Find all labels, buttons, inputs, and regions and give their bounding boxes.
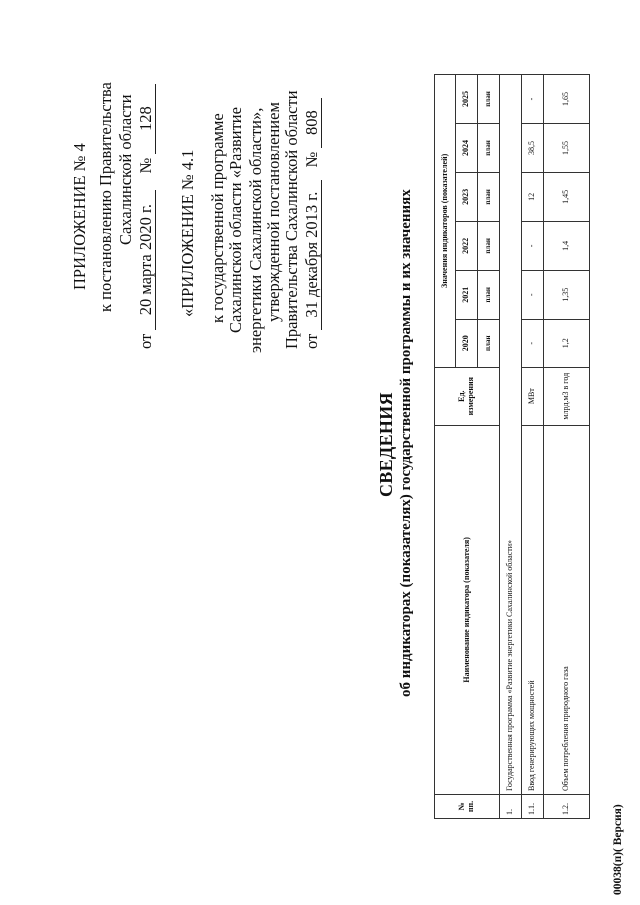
header-name: Наименование индикатора (показателя) — [435, 425, 500, 794]
row-num: 1.1. — [522, 795, 544, 819]
row-value: 1,2 — [544, 319, 590, 367]
appendix-41-line: энергетики Сахалинской области», — [246, 107, 265, 353]
row-unit: МВт — [522, 367, 544, 425]
plan-cell: план — [478, 319, 500, 367]
row-value: - — [522, 75, 544, 124]
row-value: 1,45 — [544, 172, 590, 221]
number-label: № — [302, 151, 321, 168]
header-unit: Ед. измерения — [435, 367, 500, 425]
row-value: - — [522, 270, 544, 319]
plan-cell: план — [478, 221, 500, 270]
header-row — [435, 75, 456, 819]
year-cell: 2024 — [456, 124, 478, 173]
plan-cell: план — [478, 270, 500, 319]
table-row — [522, 75, 544, 819]
row-name: Государственная программа «Развитие энергетики Сахалинской области» — [500, 75, 522, 795]
table-row — [544, 75, 590, 819]
row-num: 1. — [500, 795, 522, 819]
year-cell: 2025 — [456, 75, 478, 124]
year-cell: 2021 — [456, 270, 478, 319]
table-row — [500, 75, 522, 819]
header-values-group: Значения индикаторов (показателей) — [435, 75, 456, 368]
plan-cell: план — [478, 75, 500, 124]
year-cell: 2020 — [456, 319, 478, 367]
from-label: от — [136, 333, 155, 349]
row-value: 1,4 — [544, 221, 590, 270]
appendix-41-title: «ПРИЛОЖЕНИЕ № 4.1 — [178, 149, 197, 317]
appendix-41-line: утвержденной постановлением — [264, 102, 283, 322]
row-value: 1,55 — [544, 124, 590, 173]
row-name: Объем потребления природного газа — [544, 425, 590, 794]
appendix-4-line2: Сахалинской области — [116, 94, 135, 245]
year-cell: 2022 — [456, 221, 478, 270]
row-value: - — [522, 221, 544, 270]
appendix-41-line: Правительства Сахалинской области — [282, 90, 301, 349]
footer-code: 00038(п)( Версия) — [612, 804, 624, 895]
row-value: 1,65 — [544, 75, 590, 124]
row-value: 38,5 — [522, 124, 544, 173]
appendix-4-title: ПРИЛОЖЕНИЕ № 4 — [70, 143, 89, 290]
plan-cell: план — [478, 172, 500, 221]
document-subheading: об индикаторах (показателях) государственной программы и их значениях — [398, 189, 414, 697]
appendix-41-date-line — [302, 98, 322, 349]
year-cell: 2023 — [456, 172, 478, 221]
document-heading: СВЕДЕНИЯ — [376, 392, 396, 497]
appendix-41-line: к государственной программе — [208, 113, 227, 323]
from-label: от — [302, 333, 321, 349]
plan-cell: план — [478, 124, 500, 173]
row-unit: млрд.м3 в год — [544, 367, 590, 425]
appendix-4-date-line — [136, 84, 156, 349]
number-value: 808 — [303, 98, 322, 148]
indicators-table — [434, 74, 590, 819]
appendix-4-line1: к постановлению Правительства — [96, 82, 115, 312]
date-value: 20 марта 2020 г. — [137, 190, 156, 330]
row-value: - — [522, 319, 544, 367]
row-value: 12 — [522, 172, 544, 221]
number-label: № — [136, 157, 155, 174]
appendix-41-line: Сахалинской области «Развитие — [226, 107, 245, 333]
date-value: 31 декабря 2013 г. — [303, 180, 322, 330]
row-name: Ввод генерирующих мощностей — [522, 425, 544, 794]
row-value: 1,35 — [544, 270, 590, 319]
header-num: № пп. — [435, 795, 500, 819]
number-value: 128 — [137, 84, 156, 154]
row-num: 1.2. — [544, 795, 590, 819]
